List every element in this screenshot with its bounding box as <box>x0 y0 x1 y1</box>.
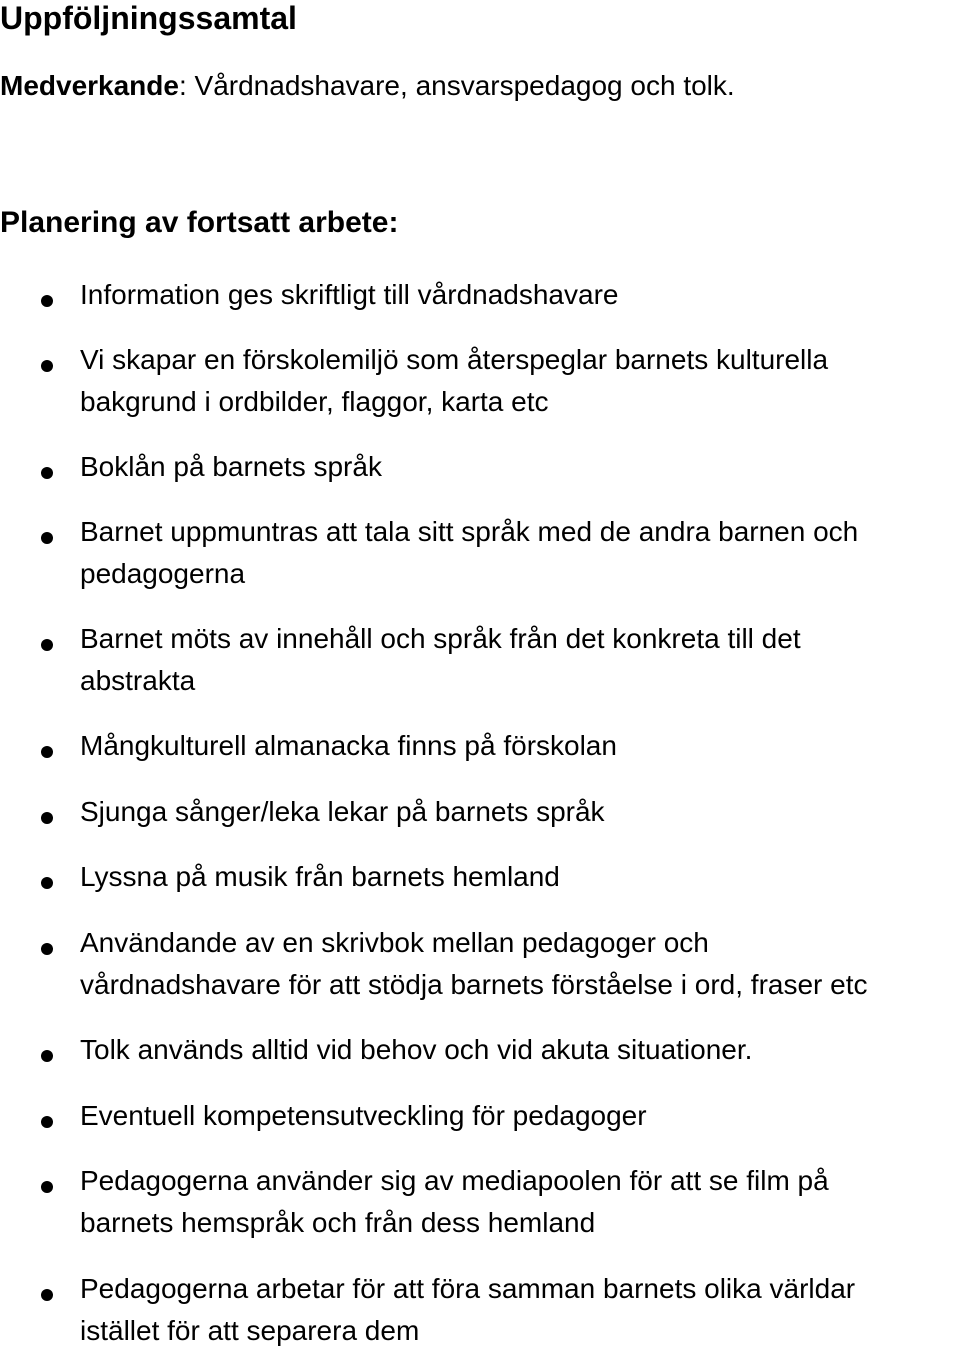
list-item-text <box>80 274 960 316</box>
bullet-icon <box>41 943 53 955</box>
bullet-icon <box>41 467 53 479</box>
list-item-text <box>80 511 960 595</box>
list-item-text <box>80 339 960 423</box>
list-item-line: barnets hemspråk och från dess hemland <box>80 1207 596 1238</box>
list-item-line: Lyssna på musik från barnets hemland <box>80 861 560 892</box>
list-item-line: Användande av en skrivbok mellan pedagoger och <box>80 927 709 958</box>
list-item-line: Barnet uppmuntras att tala sitt språk med de andra barnen och <box>80 516 859 547</box>
list-item-line: Eventuell kompetensutveckling för pedagoger <box>80 1100 647 1131</box>
bullet-icon <box>41 532 53 544</box>
bullet-icon <box>41 812 53 824</box>
list-item-line: Vi skapar en förskolemiljö som återspeglar barnets kulturella <box>80 344 829 375</box>
list-item-line: abstrakta <box>80 665 196 696</box>
list-item-line: Boklån på barnets språk <box>80 451 382 482</box>
list-item-line: pedagogerna <box>80 558 246 589</box>
list-item-line: Pedagogerna använder sig av mediapoolen för att se film på <box>80 1165 829 1196</box>
list-item-text <box>80 791 960 833</box>
list-item-text <box>80 446 960 488</box>
list-item-text <box>80 856 960 898</box>
planning-heading: Planering av fortsatt arbete: <box>0 206 399 239</box>
participants-line <box>0 66 735 106</box>
list-item-line: Tolk används alltid vid behov och vid akuta situationer. <box>80 1034 753 1065</box>
participants-label: Medverkande <box>0 70 179 101</box>
list-item-line: Mångkulturell almanacka finns på förskolan <box>80 730 617 761</box>
list-item-text <box>80 1160 960 1244</box>
list-item-line: Pedagogerna arbetar för att föra samman barnets olika världar <box>80 1273 856 1304</box>
list-item-text <box>80 1095 960 1137</box>
bullet-icon <box>41 1050 53 1062</box>
bullet-icon <box>41 1289 53 1301</box>
bullet-icon <box>41 360 53 372</box>
list-item-line: istället för att separera dem <box>80 1315 420 1346</box>
list-item-line: Sjunga sånger/leka lekar på barnets språk <box>80 796 605 827</box>
participants-separator: : <box>178 70 187 101</box>
list-item-text <box>80 922 960 1006</box>
document-title: Uppföljningssamtal <box>0 0 297 36</box>
list-item-text <box>80 1268 960 1352</box>
list-item-text <box>80 1029 960 1071</box>
participants-value: Vårdnadshavare, ansvarspedagog och tolk. <box>186 70 735 101</box>
list-item-line: vårdnadshavare för att stödja barnets förståelse i ord, fraser etc <box>80 969 868 1000</box>
list-item-line: Barnet möts av innehåll och språk från det konkreta till det <box>80 623 801 654</box>
bullet-icon <box>41 639 53 651</box>
list-item-text <box>80 725 960 767</box>
bullet-icon <box>41 1181 53 1193</box>
list-item-text <box>80 618 960 702</box>
list-item-line: Information ges skriftligt till vårdnadshavare <box>80 279 619 310</box>
bullet-icon <box>41 746 53 758</box>
bullet-icon <box>41 877 53 889</box>
bullet-icon <box>41 1116 53 1128</box>
list-item-line: bakgrund i ordbilder, flaggor, karta etc <box>80 386 549 417</box>
bullet-icon <box>41 295 53 307</box>
